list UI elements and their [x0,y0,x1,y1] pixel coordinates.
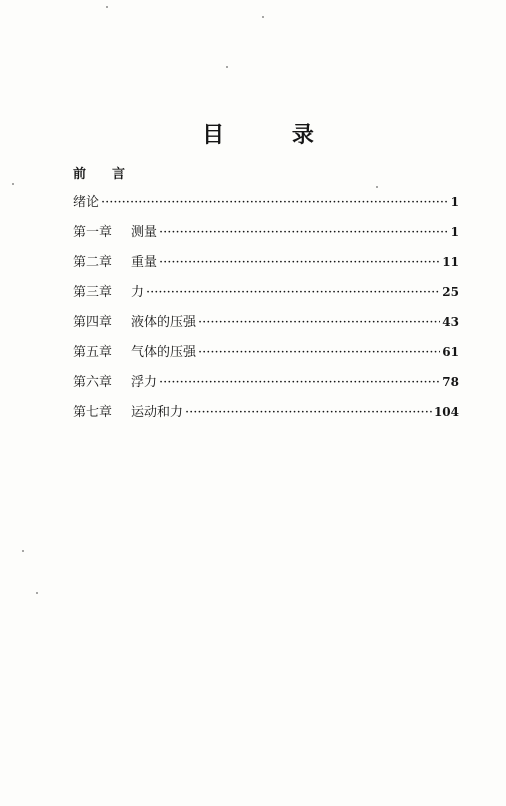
toc-chapter-title: 运动和力 [131,405,184,420]
dot-leader [146,285,440,300]
table-of-contents [73,191,459,431]
toc-page-number: 11 [442,255,459,269]
dot-leader [159,225,449,240]
dot-leader [101,195,449,210]
toc-entry[interactable] [73,281,459,311]
toc-entry[interactable] [73,191,459,221]
toc-chapter-title: 重量 [131,255,158,270]
toc-chapter-title: 浮力 [131,375,158,390]
toc-page-number: 25 [442,285,459,299]
dot-leader [198,315,440,330]
toc-chapter-title: 液体的压强 [131,315,197,330]
toc-chapter-number: 第五章 [73,345,113,360]
toc-entry[interactable] [73,401,459,431]
scan-speck [106,6,108,8]
toc-entry[interactable] [73,341,459,371]
toc-page-number: 78 [442,375,459,389]
dot-leader [159,375,440,390]
scan-speck [36,592,38,594]
toc-chapter-number: 第七章 [73,405,113,420]
toc-chapter-number: 第二章 [73,255,113,270]
toc-chapter-title: 力 [131,285,145,300]
dot-leader [185,405,432,420]
toc-page-number: 43 [442,315,459,329]
toc-page-number: 1 [450,225,459,239]
scan-speck [12,183,14,185]
dot-leader [198,345,440,360]
scan-speck [262,16,264,18]
toc-chapter-number: 第一章 [73,225,113,240]
scan-speck [376,186,378,188]
toc-page-number: 61 [442,345,459,359]
scan-speck [226,66,228,68]
scan-speck [22,550,24,552]
toc-chapter-title: 测量 [131,225,158,240]
toc-page-number: 104 [433,405,459,419]
dot-leader [159,255,440,270]
toc-entry[interactable] [73,221,459,251]
toc-chapter-number: 第四章 [73,315,113,330]
toc-entry[interactable] [73,311,459,341]
preface-heading: 前言 [73,167,152,182]
toc-entry[interactable] [73,251,459,281]
toc-chapter-number: 第六章 [73,375,113,390]
toc-chapter-title: 绪论 [73,195,100,210]
toc-page-number: 1 [450,195,459,209]
toc-chapter-title: 气体的压强 [131,345,197,360]
page-title: 目 录 [202,122,344,148]
toc-entry[interactable] [73,371,459,401]
toc-chapter-number: 第三章 [73,285,113,300]
